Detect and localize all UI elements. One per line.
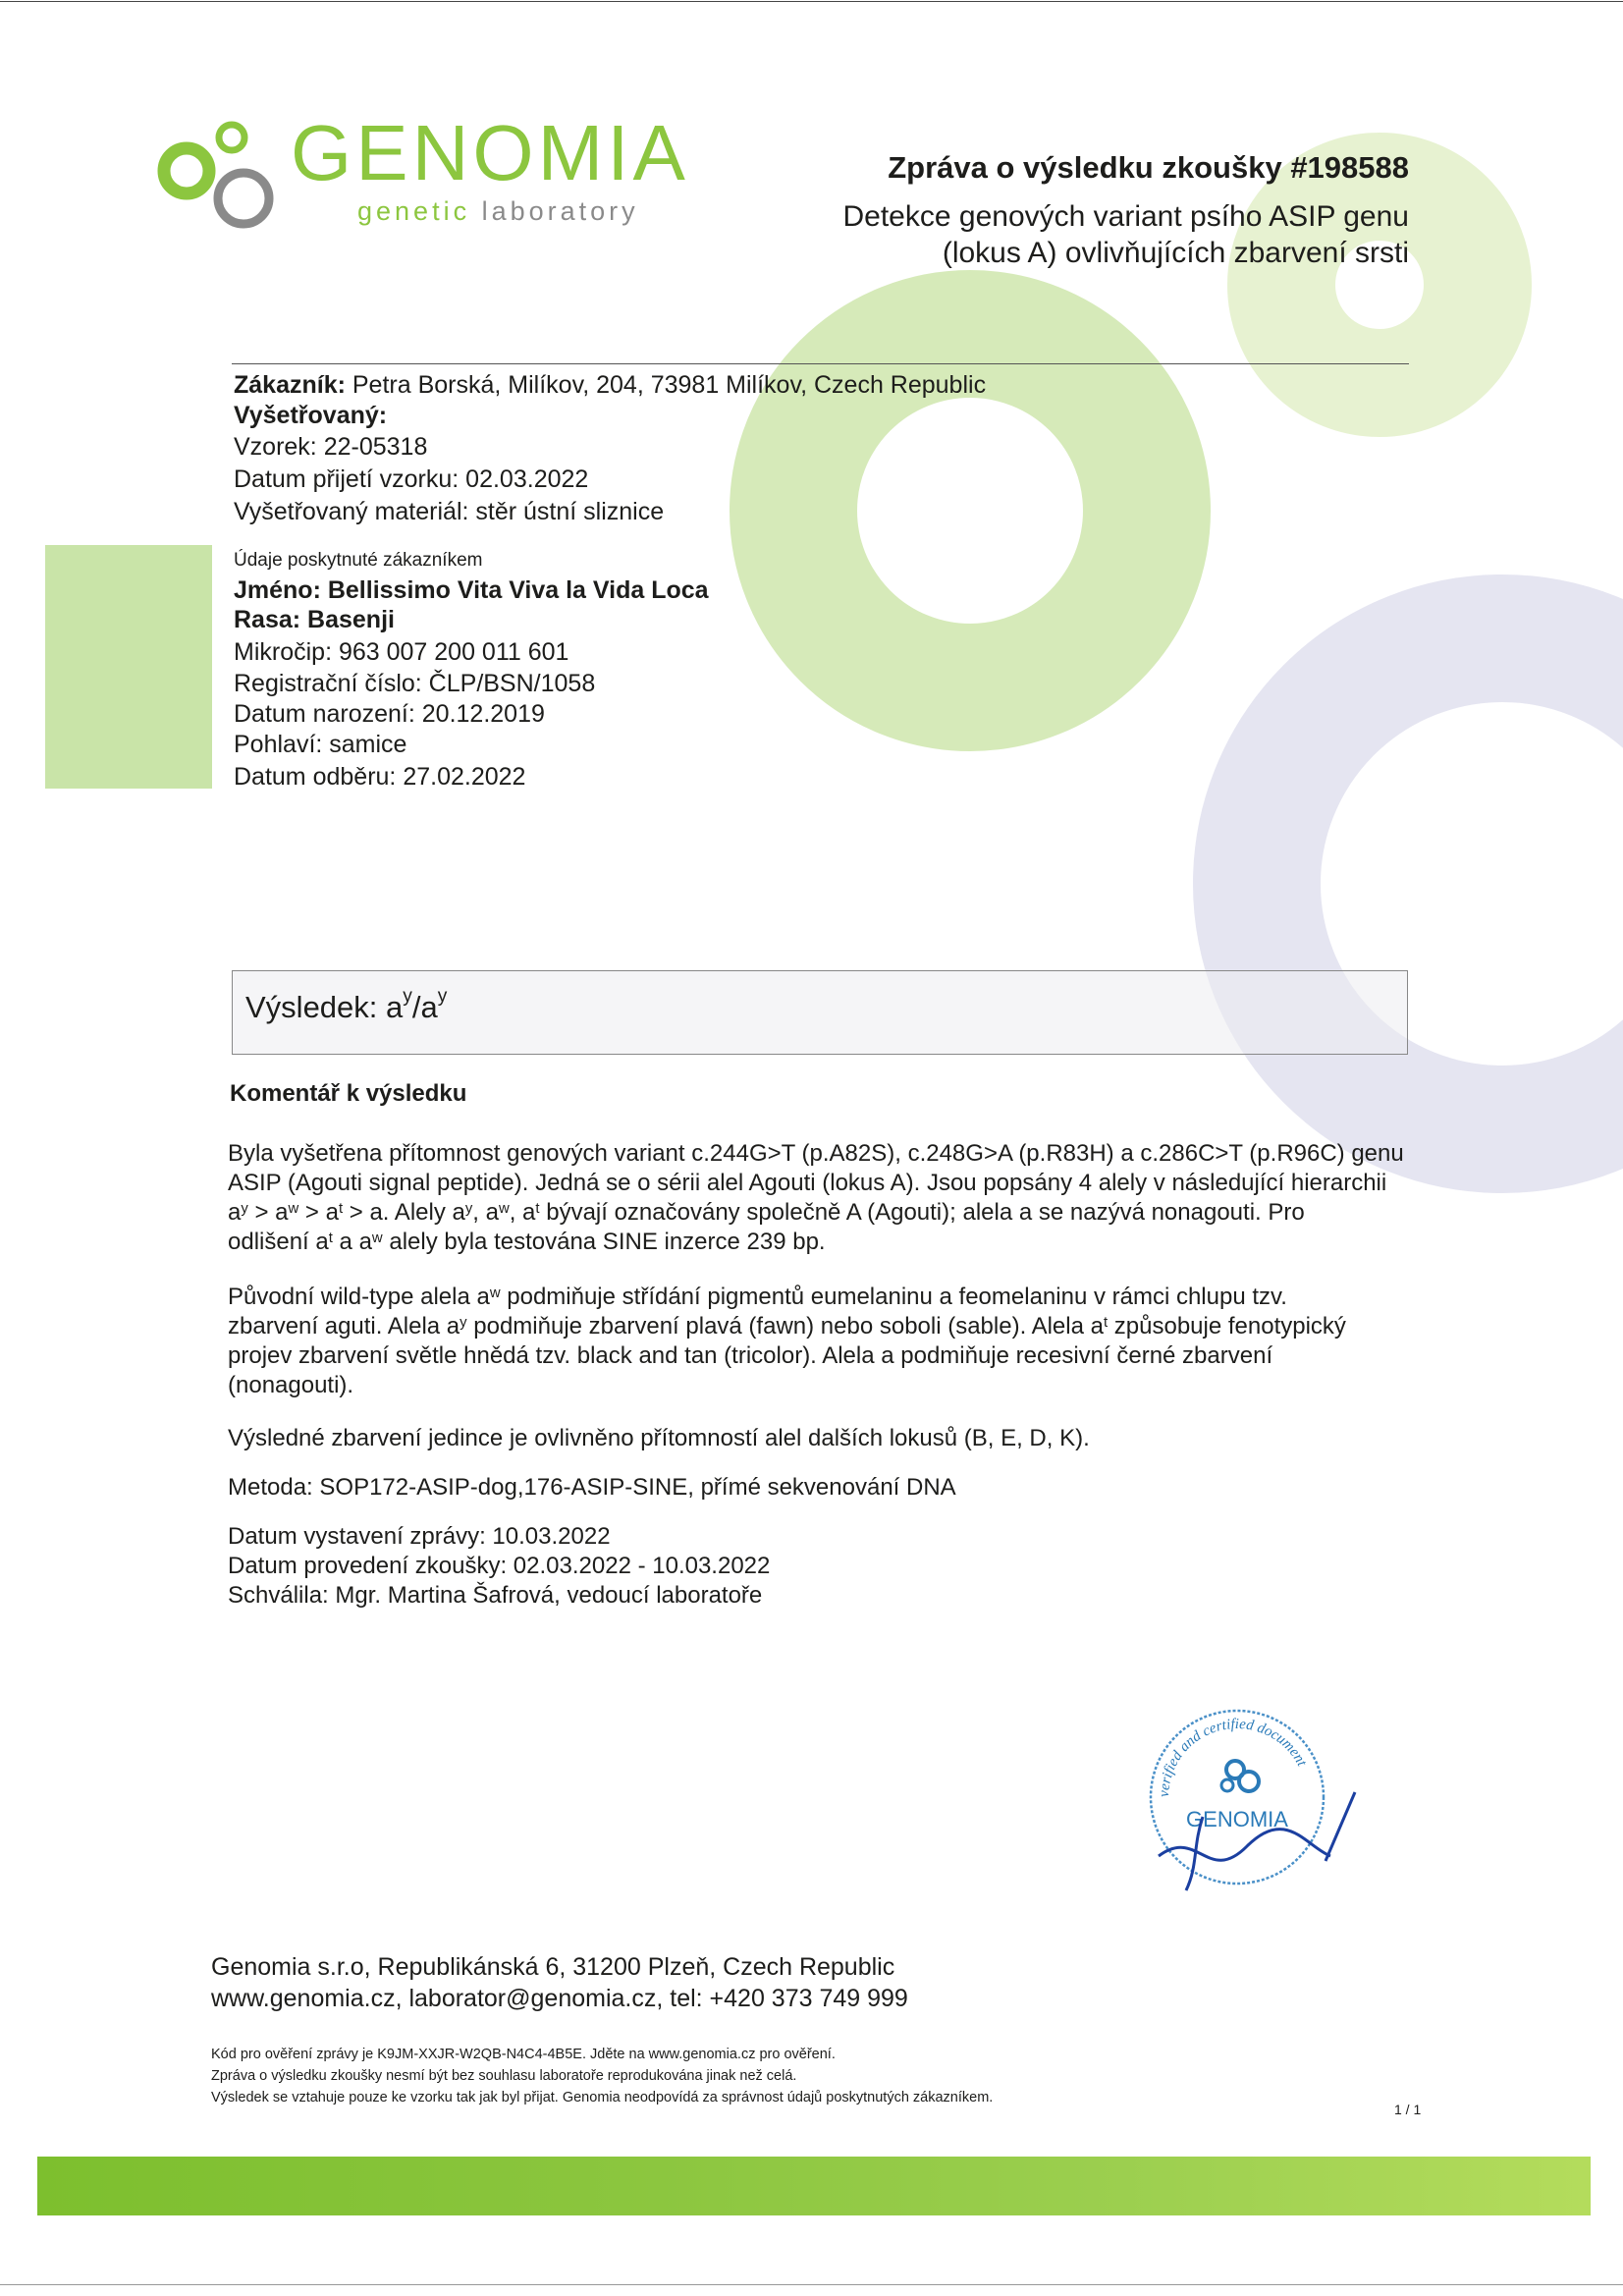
animal-breed: Rasa: Basenji bbox=[234, 606, 395, 633]
sup: t bbox=[1103, 1315, 1109, 1331]
t: a bbox=[228, 1199, 242, 1226]
footer-green-bar bbox=[37, 2157, 1591, 2215]
allele-1: a bbox=[386, 990, 404, 1024]
allele-2: a bbox=[420, 990, 438, 1024]
report-subtitle-line2: (lokus A) ovlivňujících zbarvení srsti bbox=[942, 237, 1409, 269]
comment-p1-line1: Byla vyšetřena přítomnost genových variant c.244G>T (p.A82S), c.248G>A (p.R83H) a c.286C>T (p.R96C) genu bbox=[228, 1140, 1404, 1167]
sup: t bbox=[535, 1201, 540, 1217]
lavender-ring bbox=[1257, 638, 1623, 1129]
allele-2-sup: y bbox=[437, 986, 448, 1007]
comment-p1-line2: ASIP (Agouti signal peptide). Jedná se o sérii alel Agouti (lokus A). Jsou popsány 4 alely v následující hierarchii bbox=[228, 1170, 1387, 1196]
animal-sex: Pohlaví: samice bbox=[234, 731, 407, 758]
sup: w bbox=[371, 1230, 383, 1246]
sup: y bbox=[460, 1315, 467, 1331]
sup: w bbox=[498, 1201, 510, 1217]
t: zbarvení aguti. Alela a bbox=[228, 1313, 460, 1339]
logo-sub-laboratory: laboratory bbox=[481, 196, 639, 226]
t: > a. Alely a bbox=[343, 1199, 465, 1226]
customer-value: Petra Borská, Milíkov, 204, 73981 Milíkov, Czech Republic bbox=[345, 371, 987, 399]
comment-p1-line3 bbox=[228, 1198, 1305, 1228]
t: podmiňuje zbarvení plavá (fawn) nebo soboli (sable). Alela a bbox=[466, 1313, 1104, 1339]
report-number: #198588 bbox=[1290, 150, 1409, 185]
animal-name: Jméno: Bellissimo Vita Viva la Vida Loca bbox=[234, 576, 709, 604]
header-divider bbox=[232, 363, 1409, 364]
report-subtitle bbox=[843, 198, 1410, 271]
sup: t bbox=[328, 1230, 333, 1246]
footer-note-verification: Kód pro ověření zprávy je K9JM-XXJR-W2QB-N4C4-4B5E. Jděte na www.genomia.cz pro ověření. bbox=[211, 2047, 836, 2062]
sup: t bbox=[338, 1201, 344, 1217]
report-title-prefix: Zpráva o výsledku zkoušky bbox=[888, 150, 1291, 185]
comment-p2-line1 bbox=[228, 1283, 1287, 1312]
t: Původní wild-type alela a bbox=[228, 1284, 490, 1310]
customer-line bbox=[234, 369, 986, 401]
footer-address: Genomia s.r.o, Republikánská 6, 31200 Plzeň, Czech Republic bbox=[211, 1953, 895, 1981]
sup: y bbox=[241, 1201, 248, 1217]
t: bývají označovány společně A (Agouti); alela a se nazývá nonagouti. Pro bbox=[539, 1199, 1305, 1226]
t: podmiňuje střídání pigmentů eumelaninu a feomelaninu v rámci chlupu tzv. bbox=[500, 1284, 1287, 1310]
t: , a bbox=[472, 1199, 499, 1226]
report-subtitle-line1: Detekce genových variant psího ASIP genu bbox=[842, 200, 1409, 233]
comment-p2-line4: (nonagouti). bbox=[228, 1372, 354, 1398]
result-genotype bbox=[245, 986, 448, 1025]
t: > a bbox=[247, 1199, 289, 1226]
t: odlišení a bbox=[228, 1229, 329, 1255]
provided-by-customer-note: Údaje poskytnuté zákazníkem bbox=[234, 550, 483, 571]
sup: w bbox=[288, 1201, 299, 1217]
comment-p2-line3: projev zbarvení světle hnědá tzv. black and tan (tricolor). Alela a podmiňuje recesivní černé zbarvení bbox=[228, 1342, 1273, 1369]
t: způsobuje fenotypický bbox=[1108, 1313, 1346, 1339]
t: a a bbox=[332, 1229, 372, 1255]
report-title bbox=[888, 150, 1409, 186]
received-date: Datum přijetí vzorku: 02.03.2022 bbox=[234, 465, 589, 493]
animal-microchip: Mikročip: 963 007 200 011 601 bbox=[234, 638, 569, 666]
green-side-block bbox=[45, 545, 212, 789]
t: , a bbox=[509, 1199, 536, 1226]
bottom-edge-line bbox=[0, 2284, 1623, 2285]
certified-stamp bbox=[1139, 1699, 1335, 1895]
stamp-ring-text: verified and certified document bbox=[1156, 1716, 1310, 1798]
stamp-brand: GENOMIA bbox=[1186, 1807, 1288, 1831]
customer-label: Zákazník: bbox=[234, 371, 346, 399]
comment-p1-line4 bbox=[228, 1228, 826, 1257]
t: > a bbox=[298, 1199, 339, 1226]
sup: w bbox=[489, 1285, 501, 1301]
signature-stroke bbox=[1159, 1830, 1330, 1861]
collection-date: Datum odběru: 27.02.2022 bbox=[234, 763, 526, 791]
footer-contact: www.genomia.cz, laborator@genomia.cz, tel: +420 373 749 999 bbox=[211, 1985, 908, 2012]
logo-wordmark: GENOMIA bbox=[291, 109, 689, 196]
sup: y bbox=[464, 1201, 473, 1217]
page-number: 1 / 1 bbox=[1394, 2102, 1422, 2117]
top-edge-line bbox=[0, 1, 1623, 2]
footer-address-block bbox=[211, 1951, 908, 2014]
logo-subtitle bbox=[357, 196, 639, 227]
comment-p3: Výsledné zbarvení jedince je ovlivněno přítomností alel dalších lokusů (B, E, D, K). bbox=[228, 1425, 1090, 1451]
examined-material: Vyšetřovaný materiál: stěr ústní sliznice bbox=[234, 498, 665, 525]
approved-by: Schválila: Mgr. Martina Šafrová, vedoucí laboratoře bbox=[228, 1582, 763, 1609]
method-line: Metoda: SOP172-ASIP-dog,176-ASIP-SINE, přímé sekvenování DNA bbox=[228, 1474, 956, 1501]
examined-label: Vyšetřovaný: bbox=[234, 402, 388, 429]
animal-birth-date: Datum narození: 20.12.2019 bbox=[234, 700, 545, 728]
comment-heading: Komentář k výsledku bbox=[230, 1080, 467, 1107]
result-label: Výsledek: bbox=[245, 990, 387, 1024]
sample-id: Vzorek: 22-05318 bbox=[234, 433, 428, 461]
animal-registration: Registrační číslo: ČLP/BSN/1058 bbox=[234, 670, 596, 697]
footer-note-liability: Výsledek se vztahuje pouze ke vzorku tak jak byl přijat. Genomia neodpovídá za správnost údajů poskytnutých zákazníkem. bbox=[211, 2090, 994, 2105]
genomia-logo-icon bbox=[155, 116, 293, 234]
logo-sub-genetic: genetic bbox=[357, 196, 471, 226]
t: alely byla testována SINE inzerce 239 bp. bbox=[382, 1229, 826, 1255]
allele-separator: / bbox=[411, 990, 421, 1024]
footer-note-reproduction: Zpráva o výsledku zkoušky nesmí být bez souhlasu laboratoře reprodukována jinak než celá. bbox=[211, 2068, 797, 2084]
allele-1-sup: y bbox=[403, 986, 412, 1007]
issued-date: Datum vystavení zprávy: 10.03.2022 bbox=[228, 1523, 611, 1550]
performed-dates: Datum provedení zkoušky: 02.03.2022 - 10.03.2022 bbox=[228, 1553, 771, 1579]
comment-p2-line2 bbox=[228, 1312, 1346, 1341]
signature-tick bbox=[1316, 1787, 1365, 1866]
